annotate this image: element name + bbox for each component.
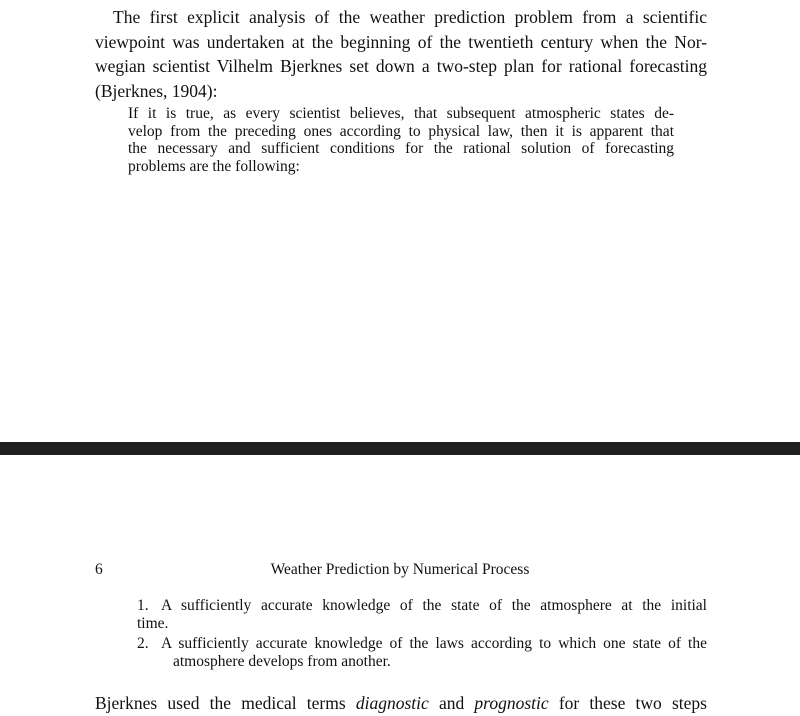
list-item-text: A sufficiently accurate knowledge of the state of the atmosphere at the initial xyxy=(161,597,707,614)
list-item-number: 2. xyxy=(137,635,149,652)
list-item xyxy=(137,597,707,633)
numbered-list xyxy=(137,597,707,673)
quote-line: If it is true, as every scientist believes, that subsequent atmospheric states de- xyxy=(128,105,674,122)
running-head: Weather Prediction by Numerical Process xyxy=(270,561,530,578)
bottom-page xyxy=(0,455,800,716)
list-item-number: 1. xyxy=(137,597,149,614)
page-divider xyxy=(0,442,800,455)
closing-paragraph xyxy=(95,691,707,715)
list-item-text-continued: time. xyxy=(137,615,169,632)
block-quote xyxy=(128,105,674,175)
quote-line: problems are the following: xyxy=(128,157,300,175)
list-item xyxy=(137,635,707,671)
list-item-text: A sufficiently accurate knowledge of the laws according to which one state of the xyxy=(161,635,707,652)
paragraph-line: viewpoint was undertaken at the beginning of the twentieth century when the Nor- xyxy=(95,31,707,52)
page-number: 6 xyxy=(95,561,103,578)
paragraph-line: wegian scientist Vilhelm Bjerknes set down a two-step plan for rational forecasting xyxy=(95,56,707,76)
italic-term-prognostic: prognostic xyxy=(474,693,549,713)
paragraph-text: for these two steps xyxy=(548,693,707,713)
paragraph-line: (Bjerknes, 1904): xyxy=(95,80,218,101)
paragraph-text: Bjerknes used the medical terms xyxy=(95,693,356,713)
quote-line: the necessary and sufficient conditions for the rational solution of forecasting xyxy=(128,140,674,157)
list-item-text-continued: atmosphere develops from another. xyxy=(173,653,391,670)
quote-line: velop from the preceding ones according to physical law, then it is apparent that xyxy=(128,122,674,140)
intro-paragraph xyxy=(95,5,707,103)
italic-term-diagnostic: diagnostic xyxy=(355,693,429,713)
paragraph-line: The first explicit analysis of the weather prediction problem from a scientific xyxy=(113,7,707,27)
paragraph-text: and xyxy=(428,693,475,713)
